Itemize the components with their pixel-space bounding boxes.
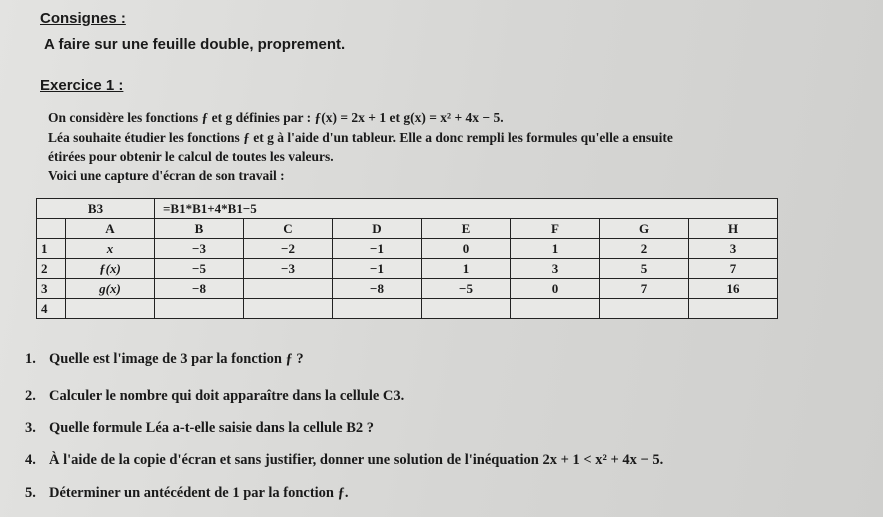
intro-line-1: On considère les fonctions ƒ et g définies par : ƒ(x) = 2x + 1 et g(x) = x² + 4x − 5. <box>48 110 504 125</box>
cell-b1: −3 <box>155 239 244 259</box>
cell-c3 <box>244 279 333 299</box>
question-2 <box>25 388 404 405</box>
intro-line-3: étirées pour obtenir le calcul de toutes les valeurs. <box>48 149 334 164</box>
table-row <box>37 259 778 279</box>
question-1-text: Quelle est l'image de 3 par la fonction ƒ ? <box>49 351 304 367</box>
column-header-b: B <box>155 219 244 239</box>
row-header-3: 3 <box>37 279 66 299</box>
cell-a4 <box>66 299 155 319</box>
corner-cell <box>37 219 66 239</box>
cell-a2: ƒ(x) <box>66 259 155 279</box>
cell-a3: g(x) <box>66 279 155 299</box>
cell-d4 <box>333 299 422 319</box>
exercise-title: Exercice 1 : <box>40 77 124 94</box>
question-4-text: À l'aide de la copie d'écran et sans justifier, donner une solution de l'inéquation 2x + 1 < x² + 4x − 5. <box>49 452 664 468</box>
cell-g1: 2 <box>600 239 689 259</box>
row-header-2: 2 <box>37 259 66 279</box>
table-row <box>37 239 778 259</box>
column-header-c: C <box>244 219 333 239</box>
question-5 <box>25 485 349 502</box>
cell-h3: 16 <box>689 279 778 299</box>
column-header-f: F <box>511 219 600 239</box>
cell-h4 <box>689 299 778 319</box>
formula-bar: =B1*B1+4*B1−5 <box>155 199 778 219</box>
intro-line-2: Léa souhaite étudier les fonctions ƒ et g à l'aide d'un tableur. Elle a donc rempli les formules qu'elle a ensuite <box>48 130 673 145</box>
question-5-text: Déterminer un antécédent de 1 par la fonction ƒ. <box>49 485 349 501</box>
row-header-1: 1 <box>37 239 66 259</box>
cell-d2: −1 <box>333 259 422 279</box>
cell-d3: −8 <box>333 279 422 299</box>
column-header-g: G <box>600 219 689 239</box>
cell-b3: −8 <box>155 279 244 299</box>
column-header-a: A <box>66 219 155 239</box>
column-header-row <box>37 219 778 239</box>
cell-g3: 7 <box>600 279 689 299</box>
column-header-h: H <box>689 219 778 239</box>
table-row <box>37 279 778 299</box>
cell-d1: −1 <box>333 239 422 259</box>
question-1-number: 1. <box>25 351 36 367</box>
cell-f1: 1 <box>511 239 600 259</box>
name-box: B3 <box>37 199 155 219</box>
question-3-number: 3. <box>25 420 36 436</box>
cell-e4 <box>422 299 511 319</box>
cell-e3: −5 <box>422 279 511 299</box>
question-3 <box>25 420 374 437</box>
row-header-4: 4 <box>37 299 66 319</box>
cell-f4 <box>511 299 600 319</box>
column-header-d: D <box>333 219 422 239</box>
intro-line-4: Voici une capture d'écran de son travail : <box>48 168 285 183</box>
consignes-title: Consignes : <box>40 10 126 27</box>
cell-c2: −3 <box>244 259 333 279</box>
cell-g2: 5 <box>600 259 689 279</box>
consignes-text: A faire sur une feuille double, proprement. <box>44 36 346 53</box>
cell-h2: 7 <box>689 259 778 279</box>
table-row <box>37 299 778 319</box>
formula-bar-row <box>37 199 778 219</box>
question-4-number: 4. <box>25 452 36 468</box>
question-2-text: Calculer le nombre qui doit apparaître dans la cellule C3. <box>49 388 405 404</box>
question-3-text: Quelle formule Léa a-t-elle saisie dans la cellule B2 ? <box>49 420 374 436</box>
question-1 <box>25 351 304 368</box>
cell-h1: 3 <box>689 239 778 259</box>
cell-b2: −5 <box>155 259 244 279</box>
column-header-e: E <box>422 219 511 239</box>
cell-f2: 3 <box>511 259 600 279</box>
cell-a1: x <box>66 239 155 259</box>
cell-c1: −2 <box>244 239 333 259</box>
question-2-number: 2. <box>25 388 36 404</box>
spreadsheet-capture <box>36 198 778 319</box>
cell-c4 <box>244 299 333 319</box>
cell-g4 <box>600 299 689 319</box>
question-5-number: 5. <box>25 485 36 501</box>
question-4 <box>25 452 663 469</box>
cell-f3: 0 <box>511 279 600 299</box>
cell-e1: 0 <box>422 239 511 259</box>
cell-e2: 1 <box>422 259 511 279</box>
cell-b4 <box>155 299 244 319</box>
